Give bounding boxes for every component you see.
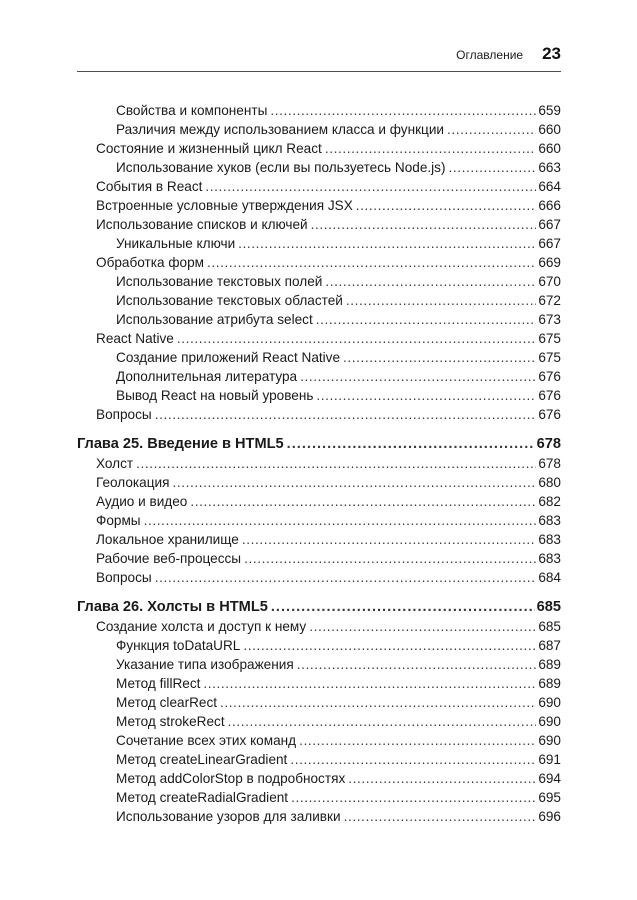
- toc-entry-page-number: 676: [538, 388, 561, 403]
- toc-dot-leader: [311, 215, 537, 234]
- toc-dot-leader: [325, 272, 536, 291]
- toc-dot-leader: [287, 435, 535, 454]
- toc-entry-row: [77, 120, 561, 139]
- toc-entry-label: Метод createLinearGradient: [116, 752, 288, 767]
- toc-entry-row: [77, 158, 561, 177]
- toc-entry-label: Использование текстовых областей: [116, 293, 343, 308]
- toc-entry-page-number: 685: [536, 599, 561, 615]
- toc-entry-row: [77, 329, 561, 348]
- toc-entry-label: События в React: [96, 179, 203, 194]
- toc-list: [77, 101, 561, 826]
- toc-entry-row: [77, 549, 561, 568]
- toc-entry-page-number: 683: [538, 513, 561, 528]
- toc-dot-leader: [344, 807, 537, 826]
- toc-entry-row: [77, 674, 561, 693]
- toc-dot-leader: [243, 636, 536, 655]
- toc-entry-label: Формы: [96, 513, 141, 528]
- toc-entry-label: Использование атрибута select: [116, 312, 313, 327]
- toc-entry-row: [77, 473, 561, 492]
- toc-entry-label: Метод addColorStop в подробностях: [116, 771, 346, 786]
- toc-entry-label: Метод fillRect: [116, 676, 201, 691]
- toc-entry-row: [77, 655, 561, 674]
- running-header-title: Оглавление: [456, 48, 524, 62]
- toc-entry-page-number: 696: [538, 809, 561, 824]
- toc-entry-row: [77, 530, 561, 549]
- toc-entry-row: [77, 405, 561, 424]
- toc-entry-row: [77, 769, 561, 788]
- toc-entry-row: [77, 215, 561, 234]
- toc-entry-page-number: 685: [538, 619, 561, 634]
- toc-dot-leader: [346, 291, 536, 310]
- toc-entry-row: [77, 807, 561, 826]
- toc-dot-leader: [228, 712, 537, 731]
- toc-entry-label: Использование текстовых полей: [116, 274, 323, 289]
- toc-entry-row: [77, 712, 561, 731]
- toc-entry-page-number: 678: [538, 456, 561, 471]
- toc-entry-row: [77, 636, 561, 655]
- toc-entry-page-number: 673: [538, 312, 561, 327]
- toc-entry-row: [77, 177, 561, 196]
- toc-dot-leader: [290, 750, 536, 769]
- toc-entry-label: Создание холста и доступ к нему: [96, 619, 307, 634]
- toc-dot-leader: [136, 454, 536, 473]
- toc-dot-leader: [205, 177, 536, 196]
- toc-entry-row: [77, 310, 561, 329]
- toc-entry-page-number: 666: [538, 198, 561, 213]
- toc-dot-leader: [449, 158, 537, 177]
- toc-entry-row: [77, 568, 561, 587]
- toc-entry-label: Свойства и компоненты: [116, 103, 268, 118]
- toc-dot-leader: [220, 693, 536, 712]
- toc-entry-page-number: 690: [538, 733, 561, 748]
- toc-entry-page-number: 667: [538, 236, 561, 251]
- toc-entry-label: Создание приложений React Native: [116, 350, 341, 365]
- toc-dot-leader: [155, 568, 537, 587]
- toc-entry-page-number: 691: [538, 752, 561, 767]
- toc-entry-label: Метод createRadialGradient: [116, 790, 289, 805]
- toc-chapter-row: [77, 435, 561, 454]
- toc-entry-row: [77, 348, 561, 367]
- toc-dot-leader: [172, 473, 536, 492]
- toc-entry-label: Функция toDataURL: [116, 638, 241, 653]
- toc-entry-label: React Native: [96, 331, 174, 346]
- toc-entry-label: Глава 25. Введение в HTML5: [77, 436, 284, 452]
- toc-entry-row: [77, 386, 561, 405]
- toc-entry-label: Геолокация: [96, 475, 170, 490]
- toc-entry-row: [77, 617, 561, 636]
- toc-entry-page-number: 672: [538, 293, 561, 308]
- toc-entry-row: [77, 731, 561, 750]
- toc-entry-page-number: 660: [538, 122, 561, 137]
- toc-entry-row: [77, 492, 561, 511]
- toc-entry-label: Метод clearRect: [116, 695, 218, 710]
- toc-entry-label: Метод strokeRect: [116, 714, 225, 729]
- toc-entry-page-number: 664: [538, 179, 561, 194]
- toc-entry-row: [77, 253, 561, 272]
- toc-entry-page-number: 675: [538, 350, 561, 365]
- toc-entry-page-number: 678: [536, 436, 561, 452]
- toc-entry-row: [77, 693, 561, 712]
- toc-entry-row: [77, 367, 561, 386]
- toc-entry-label: Использование списков и ключей: [96, 217, 308, 232]
- toc-entry-row: [77, 454, 561, 473]
- toc-dot-leader: [316, 386, 536, 405]
- toc-entry-page-number: 689: [538, 657, 561, 672]
- toc-entry-label: Аудио и видео: [96, 494, 188, 509]
- toc-entry-label: Локальное хранилище: [96, 532, 239, 547]
- toc-dot-leader: [155, 405, 537, 424]
- toc-entry-page-number: 676: [538, 369, 561, 384]
- toc-dot-leader: [297, 655, 537, 674]
- toc-entry-label: Использование узоров для заливки: [116, 809, 341, 824]
- toc-entry-label: Дополнительная литература: [116, 369, 298, 384]
- toc-dot-leader: [207, 253, 536, 272]
- toc-entry-page-number: 694: [538, 771, 561, 786]
- toc-entry-label: Различия между использованием класса и функции: [116, 122, 445, 137]
- toc-entry-row: [77, 101, 561, 120]
- toc-entry-row: [77, 788, 561, 807]
- toc-entry-label: Состояние и жизненный цикл React: [96, 141, 322, 156]
- toc-dot-leader: [271, 598, 535, 617]
- toc-dot-leader: [244, 549, 536, 568]
- toc-dot-leader: [203, 674, 536, 693]
- toc-dot-leader: [356, 196, 537, 215]
- toc-entry-page-number: 690: [538, 695, 561, 710]
- toc-dot-leader: [309, 617, 536, 636]
- toc-entry-label: Вопросы: [96, 570, 152, 585]
- toc-entry-page-number: 695: [538, 790, 561, 805]
- toc-chapter-row: [77, 598, 561, 617]
- toc-entry-page-number: 669: [538, 255, 561, 270]
- toc-entry-page-number: 683: [538, 551, 561, 566]
- toc-entry-page-number: 676: [538, 407, 561, 422]
- toc-entry-page-number: 670: [538, 274, 561, 289]
- toc-entry-label: Использование хуков (если вы пользуетесь Node.js): [116, 160, 446, 175]
- toc-entry-page-number: 675: [538, 331, 561, 346]
- toc-entry-page-number: 687: [538, 638, 561, 653]
- toc-entry-label: Указание типа изображения: [116, 657, 294, 672]
- toc-entry-row: [77, 139, 561, 158]
- toc-dot-leader: [144, 511, 537, 530]
- toc-entry-label: Холст: [96, 456, 134, 471]
- toc-entry-row: [77, 511, 561, 530]
- toc-dot-leader: [300, 367, 536, 386]
- toc-entry-page-number: 660: [538, 141, 561, 156]
- toc-entry-page-number: 663: [538, 160, 561, 175]
- toc-entry-label: Рабочие веб-процессы: [96, 551, 242, 566]
- toc-entry-label: Сочетание всех этих команд: [116, 733, 297, 748]
- toc-dot-leader: [325, 139, 536, 158]
- toc-dot-leader: [177, 329, 536, 348]
- toc-entry-row: [77, 272, 561, 291]
- toc-dot-leader: [238, 234, 536, 253]
- toc-dot-leader: [299, 731, 536, 750]
- toc-dot-leader: [270, 101, 536, 120]
- toc-entry-page-number: 667: [538, 217, 561, 232]
- toc-dot-leader: [190, 492, 536, 511]
- toc-entry-page-number: 682: [538, 494, 561, 509]
- toc-entry-row: [77, 196, 561, 215]
- toc-dot-leader: [348, 769, 536, 788]
- toc-entry-row: [77, 750, 561, 769]
- toc-entry-label: Глава 26. Холсты в HTML5: [77, 599, 268, 615]
- toc-dot-leader: [242, 530, 536, 549]
- toc-entry-label: Обработка форм: [96, 255, 204, 270]
- toc-entry-label: Встроенные условные утверждения JSX: [96, 198, 353, 213]
- toc-entry-label: Вопросы: [96, 407, 152, 422]
- toc-entry-page-number: 680: [538, 475, 561, 490]
- toc-dot-leader: [343, 348, 536, 367]
- toc-dot-leader: [291, 788, 536, 807]
- toc-entry-page-number: 689: [538, 676, 561, 691]
- toc-entry-label: Вывод React на новый уровень: [116, 388, 314, 403]
- toc-entry-page-number: 683: [538, 532, 561, 547]
- toc-dot-leader: [316, 310, 537, 329]
- toc-entry-label: Уникальные ключи: [116, 236, 236, 251]
- toc-entry-row: [77, 234, 561, 253]
- toc-entry-page-number: 690: [538, 714, 561, 729]
- toc-entry-row: [77, 291, 561, 310]
- running-header: [77, 44, 561, 72]
- running-header-page-number: 23: [542, 44, 561, 63]
- toc-entry-page-number: 684: [538, 570, 561, 585]
- toc-dot-leader: [447, 120, 536, 139]
- toc-entry-page-number: 659: [538, 103, 561, 118]
